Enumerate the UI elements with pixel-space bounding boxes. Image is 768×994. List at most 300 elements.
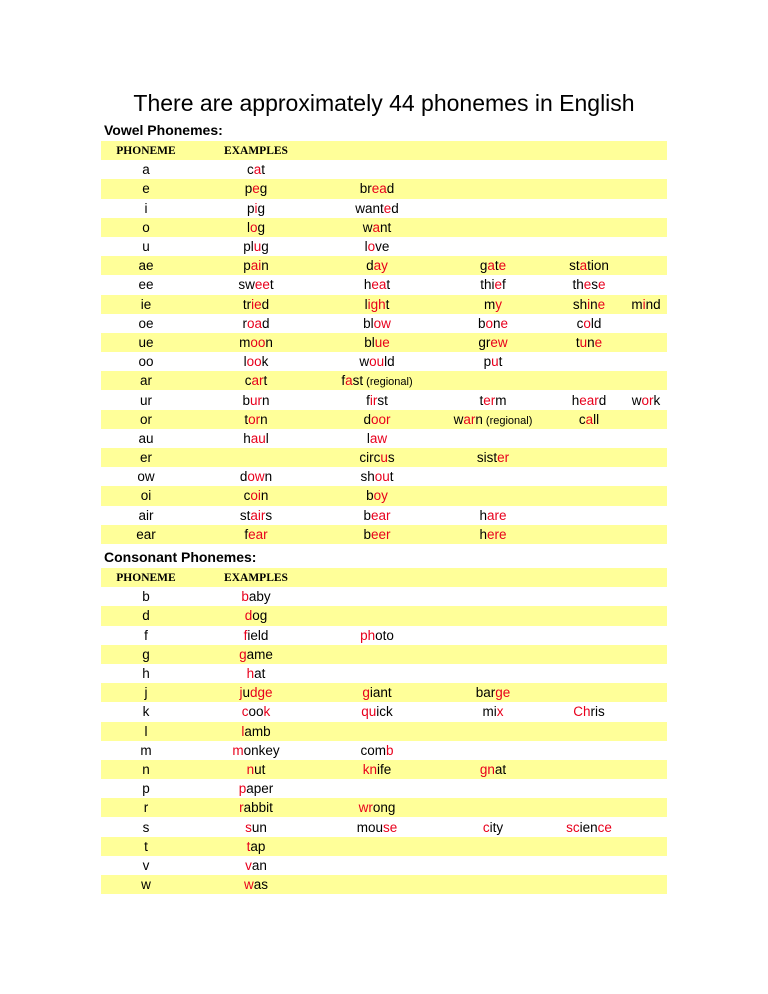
word-part: d [366,258,374,274]
word-part: nd [645,296,661,312]
phoneme-cell: b [101,587,191,606]
phoneme-highlight: f [243,627,248,643]
phoneme-highlight: oo [246,354,262,370]
empty-cell [433,722,553,741]
word-part: l [246,219,250,235]
column-header: EXAMPLES [191,568,321,587]
example-word [321,295,433,314]
word-part: t [269,277,274,293]
example-word [553,817,625,836]
table-row [101,256,667,275]
empty-cell [553,722,625,741]
example-word [321,741,433,760]
example-word [321,626,433,645]
example-word [191,275,321,294]
word-part: h [571,392,580,408]
example-word [553,314,625,333]
word-part: b [366,488,374,504]
phoneme-highlight: e [494,277,502,293]
word-part: onkey [243,742,280,758]
column-header: PHONEME [101,141,191,160]
word-part: g [257,200,266,216]
phoneme-highlight: l [241,723,245,739]
phoneme-highlight: or [248,411,261,427]
empty-cell [433,218,553,237]
word-part: l [364,239,368,255]
example-word [191,295,321,314]
empty-cell [625,525,667,544]
phoneme-highlight: e [594,334,603,350]
empty-cell [625,702,667,721]
word-part: abbit [243,800,273,816]
example-word [321,817,433,836]
example-word [433,410,553,429]
phoneme-cell: a [101,160,191,179]
example-word [433,760,553,779]
empty-cell [625,626,667,645]
phoneme-cell: i [101,199,191,218]
table-row [101,587,667,606]
word-part: p [246,200,255,216]
word-part: t [385,296,390,312]
empty-cell [625,467,667,486]
empty-cell [553,760,625,779]
table-row [101,486,667,505]
example-word [191,314,321,333]
phoneme-highlight: er [497,450,510,466]
empty-cell [433,587,553,606]
table-row [101,741,667,760]
word-part: bl [363,315,374,331]
phoneme-cell: g [101,645,191,664]
word-part: c [246,162,254,178]
phoneme-highlight: c [241,704,249,720]
empty-cell [625,837,667,856]
example-word [191,237,321,256]
empty-cell [321,722,433,741]
example-word [433,352,553,371]
word-part: n [261,258,269,274]
word-part: at [494,761,507,777]
word-part: bl [364,334,375,350]
phoneme-highlight: u [579,334,588,350]
phoneme-highlight: se [383,819,398,835]
word-part: h [243,430,251,446]
word-part: h [479,507,487,523]
word-part: t [575,334,580,350]
empty-cell [321,856,433,875]
empty-cell [553,741,625,760]
phoneme-highlight: t [246,838,251,854]
table-row [101,525,667,544]
empty-cell [625,275,667,294]
word-part: g [259,181,268,197]
empty-cell [553,218,625,237]
phoneme-highlight: u [380,450,388,466]
example-word [553,275,625,294]
phoneme-highlight: g [362,685,370,701]
word-part: p [243,258,251,274]
table-row [101,722,667,741]
table-row [101,333,667,352]
word-part: at [254,666,266,682]
example-word [433,506,553,525]
table-row [101,856,667,875]
example-word [433,390,553,409]
word-part: f [502,277,506,293]
empty-cell [433,371,553,390]
table-row [101,199,667,218]
word-part: oto [375,627,394,643]
word-part: ong [372,800,396,816]
example-word [553,256,625,275]
empty-cell [553,856,625,875]
empty-cell [321,645,433,664]
word-part: og [252,608,268,624]
word-part: s [387,450,395,466]
phoneme-highlight: e [252,181,260,197]
phoneme-highlight: ar [463,411,476,427]
phoneme-cell: k [101,702,191,721]
example-word [191,587,321,606]
example-word [433,525,553,544]
example-word [321,760,433,779]
word-part: d [363,411,371,427]
phoneme-highlight: wr [358,800,373,816]
phoneme-highlight: ow [373,315,391,331]
empty-cell [625,237,667,256]
phoneme-highlight: e [500,315,509,331]
phoneme-highlight: gn [479,761,495,777]
word-part: mi [482,704,497,720]
empty-cell [625,568,667,587]
word-part: sh [572,296,588,312]
phoneme-highlight: u [253,239,262,255]
word-part: m [484,296,496,312]
word-part: b [363,507,371,523]
word-part: ris [590,704,605,720]
word-part: th [572,277,584,293]
example-word [191,390,321,409]
example-word [321,429,433,448]
phoneme-highlight: v [245,857,252,873]
empty-cell [553,587,625,606]
empty-cell [433,429,553,448]
phoneme-highlight: i [254,200,258,216]
phoneme-cell: ear [101,525,191,544]
word-part: t [479,392,484,408]
empty-cell [433,779,553,798]
empty-cell [433,467,553,486]
table-row [101,645,667,664]
example-word [321,798,433,817]
phoneme-highlight: k [263,704,271,720]
phoneme-highlight: g [239,646,247,662]
word-part: aby [248,589,271,605]
word-part: tion [587,258,609,274]
example-word [433,295,553,314]
example-word [553,295,625,314]
empty-cell [433,837,553,856]
word-part: b [242,392,250,408]
example-word [191,702,321,721]
column-header: EXAMPLES [191,141,321,160]
empty-cell [321,587,433,606]
word-part: n [590,296,598,312]
phoneme-highlight: o [249,219,258,235]
phoneme-cell: r [101,798,191,817]
word-part: l [243,354,247,370]
empty-cell [553,506,625,525]
empty-cell [433,179,553,198]
word-part: m [495,392,507,408]
phoneme-highlight: w [243,877,254,893]
phoneme-highlight: e [498,258,507,274]
word-part: t [244,411,249,427]
example-word [191,779,321,798]
table-row [101,779,667,798]
word-part: ap [250,838,266,854]
table-row [101,606,667,625]
empty-cell [321,141,433,160]
empty-cell [553,525,625,544]
word-part: p [483,354,492,370]
example-word [321,683,433,702]
vowel-section-label: Vowel Phonemes: [104,122,223,138]
word-part: ld [384,354,395,370]
phoneme-highlight: oo [250,334,266,350]
phoneme-cell: ie [101,295,191,314]
example-word [191,333,321,352]
example-word [553,702,625,721]
example-word [191,722,321,741]
phoneme-highlight: oi [250,488,261,504]
phoneme-highlight: aw [369,430,388,446]
phoneme-highlight: d [244,608,253,624]
table-row [101,314,667,333]
phoneme-highlight: kn [362,761,377,777]
vowels-header-row [101,141,667,160]
empty-cell [321,779,433,798]
word-part: amb [244,723,271,739]
example-word [433,314,553,333]
phoneme-highlight: ea [371,181,387,197]
empty-cell [625,506,667,525]
phoneme-highlight: y [495,296,502,312]
phoneme-highlight: ew [490,334,508,350]
example-word [321,237,433,256]
example-word [321,448,433,467]
example-word [191,179,321,198]
empty-cell [433,856,553,875]
word-part: want [355,200,384,216]
phoneme-highlight: n [246,761,255,777]
phoneme-highlight: au [250,430,266,446]
empty-cell [625,218,667,237]
table-row [101,352,667,371]
word-part: an [251,857,267,873]
empty-cell [625,199,667,218]
word-part: ity [489,819,504,835]
table-row [101,448,667,467]
empty-cell [625,141,667,160]
consonant-section-label: Consonant Phonemes: [104,549,257,565]
phoneme-highlight: a [372,219,380,235]
word-part: un [251,819,267,835]
word-part: thi [480,277,495,293]
empty-cell [625,741,667,760]
table-row [101,237,667,256]
word-part: ife [377,761,392,777]
example-word [321,702,433,721]
word-part: mou [356,819,383,835]
word-part: st [569,258,580,274]
table-row [101,275,667,294]
empty-cell [321,664,433,683]
word-part: w [359,354,370,370]
word-part: d [598,392,607,408]
empty-cell [625,179,667,198]
example-word [191,741,321,760]
empty-cell [625,486,667,505]
phoneme-highlight: a [345,373,353,389]
empty-cell [553,429,625,448]
example-word [191,506,321,525]
empty-cell [553,179,625,198]
empty-cell [433,741,553,760]
phoneme-highlight: a [253,162,262,178]
example-word [191,645,321,664]
phoneme-cell: ae [101,256,191,275]
example-word [625,390,667,409]
example-word [191,486,321,505]
consonants-header-row [101,568,667,587]
word-part: gr [478,334,491,350]
example-word [433,683,553,702]
example-word [321,525,433,544]
phoneme-highlight: e [597,296,606,312]
word-part: bar [475,685,496,701]
phoneme-cell: or [101,410,191,429]
example-word [553,390,625,409]
example-word [433,448,553,467]
word-part: pl [243,239,254,255]
phoneme-cell: j [101,683,191,702]
phoneme-highlight: c [482,819,490,835]
word-part: f [341,373,346,389]
phoneme-highlight: e [583,277,592,293]
empty-cell [191,448,321,467]
example-word [321,275,433,294]
word-part: w [453,411,464,427]
example-word [191,664,321,683]
example-word [321,218,433,237]
table-row [101,467,667,486]
phoneme-highlight: ir [369,392,378,408]
empty-cell [625,587,667,606]
phoneme-cell: ue [101,333,191,352]
empty-cell [625,722,667,741]
empty-cell [553,371,625,390]
phoneme-cell: ur [101,390,191,409]
word-part: iant [369,685,392,701]
phoneme-highlight: b [386,742,394,758]
example-word [191,856,321,875]
phoneme-cell: w [101,875,191,894]
word-part: ick [376,704,393,720]
phoneme-highlight: ai [250,258,262,274]
table-row [101,817,667,836]
empty-cell [625,683,667,702]
word-part: k [261,354,269,370]
word-part: g [257,219,266,235]
phoneme-highlight: m [232,742,244,758]
empty-cell [553,626,625,645]
phoneme-highlight: ur [249,392,262,408]
word-part: as [253,877,268,893]
phoneme-highlight: oa [246,315,262,331]
empty-cell [433,875,553,894]
word-part: tr [242,296,252,312]
phoneme-highlight: ear [579,392,599,408]
word-part: t [263,373,268,389]
word-part: g [261,239,269,255]
phoneme-cell: s [101,817,191,836]
empty-cell [433,798,553,817]
example-word [625,295,667,314]
empty-cell [625,160,667,179]
table-row [101,160,667,179]
empty-cell [553,568,625,587]
example-word [433,275,553,294]
empty-cell [433,141,553,160]
word-part: n [264,469,273,485]
word-part: k [653,392,661,408]
example-word [191,798,321,817]
empty-cell [433,237,553,256]
empty-cell [433,486,553,505]
table-row [101,626,667,645]
word-part: c [576,315,584,331]
empty-cell [553,645,625,664]
word-part: w [631,392,642,408]
word-part: d [239,469,248,485]
example-word [321,506,433,525]
empty-cell [625,606,667,625]
example-word [191,760,321,779]
phoneme-highlight: o [583,315,591,331]
word-part: h [479,526,487,542]
example-word [191,371,321,390]
example-word [191,525,321,544]
empty-cell [433,664,553,683]
example-word [553,410,625,429]
empty-cell [433,160,553,179]
example-word [433,256,553,275]
phoneme-highlight: ce [597,819,612,835]
phoneme-cell: m [101,741,191,760]
word-part: ld [590,315,602,331]
table-row [101,390,667,409]
table-row [101,760,667,779]
table-row [101,410,667,429]
empty-cell [553,664,625,683]
phoneme-cell: ow [101,467,191,486]
phoneme-highlight: (regional) [363,376,413,389]
word-part: s [591,277,598,293]
word-part: ien [579,819,598,835]
phoneme-highlight: s [245,819,252,835]
